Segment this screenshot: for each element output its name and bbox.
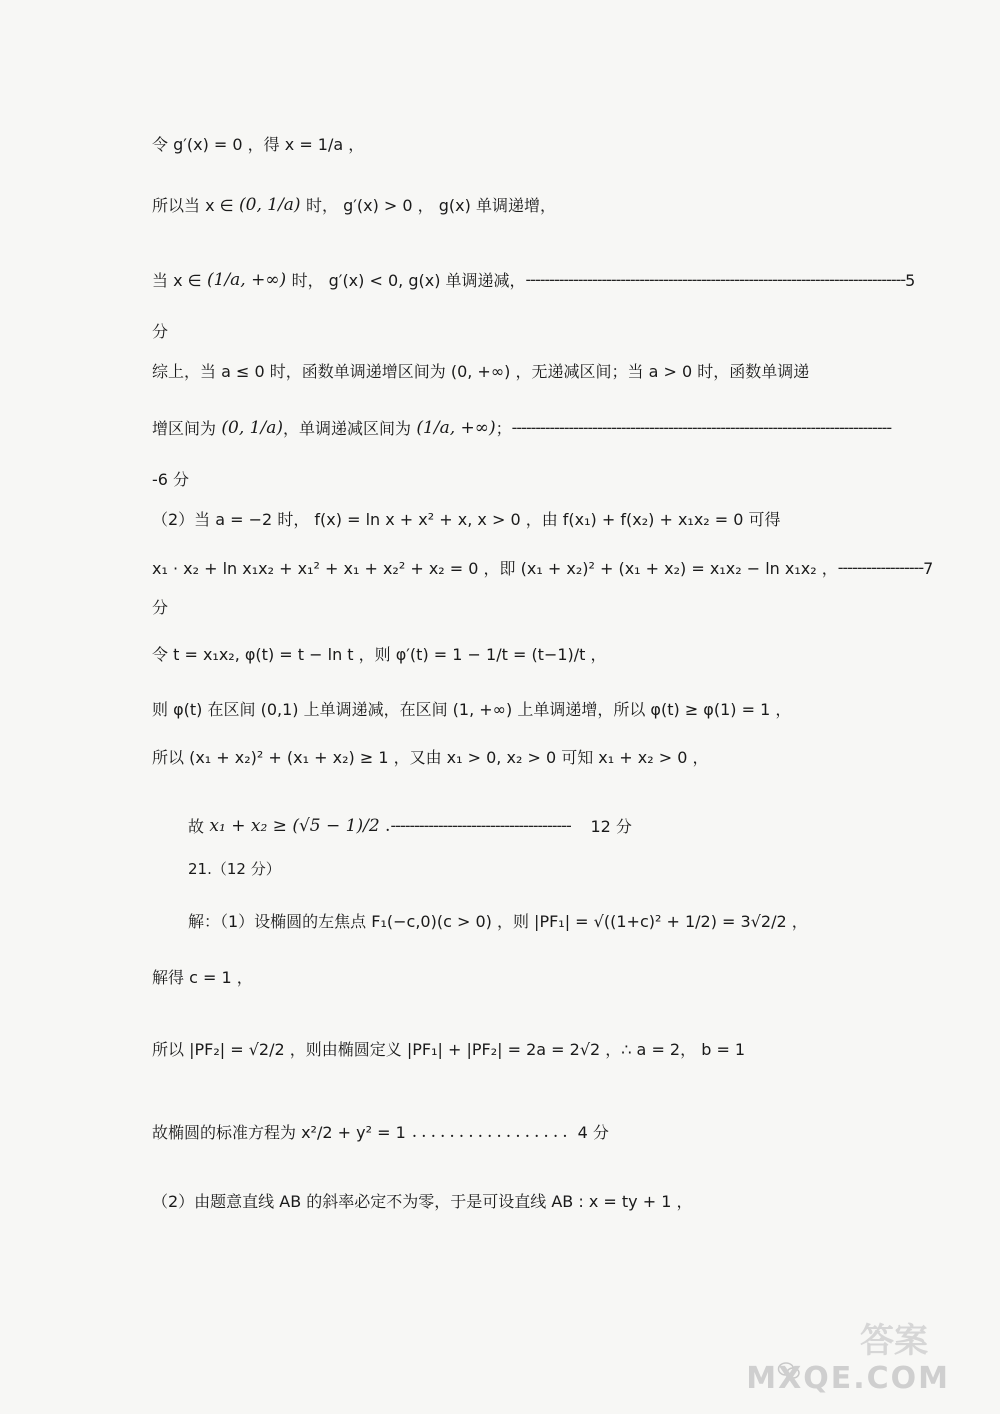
line-15: 21.（12 分） bbox=[188, 860, 281, 878]
line-19: 故椭圆的标准方程为 x²/2 + y² = 1 ................. 4 分 bbox=[152, 1122, 609, 1142]
score-leader: -------------------------------------------------------------------------------- bbox=[525, 270, 906, 290]
score-leader: ------------------ bbox=[837, 558, 924, 578]
line-3: 当 x ∈ (1/a, +∞) 时， g′(x) < 0, g(x) 单调递减， -------------------------------------------------------------------------------- 5 bbox=[152, 270, 916, 290]
watermark bbox=[746, 1321, 970, 1402]
line-17: 解得 c = 1 ， bbox=[152, 968, 253, 987]
line-16: 解：（1）设椭圆的左焦点 F₁(−c,0)(c > 0) ，则 |PF₁| = √((1+c)² + 1/2) = 3√2/2 ， bbox=[188, 912, 808, 931]
watermark-url: MXQE.COM bbox=[746, 1361, 950, 1396]
line-12: 则 φ(t) 在区间 (0,1) 上单调递减，在区间 (1, +∞) 上单调递增，所以 φ(t) ≥ φ(1) = 1 ， bbox=[152, 700, 792, 719]
line-6: 增区间为 (0, 1/a) ，单调递减区间为 (1/a, +∞) ； -------------------------------------------------------------------------------- bbox=[152, 418, 892, 438]
line-14: 故 x₁ + x₂ ≥ (√5 − 1)/2 . -------------------------------------- 12 分 bbox=[188, 816, 632, 836]
line-2: 所以当 x ∈ (0, 1/a) 时， g′(x) > 0 ， g(x) 单调递增， bbox=[152, 195, 556, 215]
line-9: x₁ · x₂ + ln x₁x₂ + x₁² + x₁ + x₂² + x₂ = 0 ，即 (x₁ + x₂)² + (x₁ + x₂) = x₁x₂ − ln x₁x₂ ， ------------------ 7 bbox=[152, 558, 934, 578]
score-leader: -------------------------------------------------------------------------------- bbox=[511, 418, 892, 438]
watermark-top: 答案 bbox=[860, 1321, 928, 1361]
line-7: -6 分 bbox=[152, 470, 190, 489]
line-5: 综上，当 a ≤ 0 时，函数单调递增区间为 (0, +∞) ，无递减区间；当 a > 0 时，函数单调递 bbox=[152, 362, 810, 381]
line-4: 分 bbox=[152, 322, 169, 341]
line-11: 令 t = x₁x₂, φ(t) = t − ln t ，则 φ′(t) = 1 − 1/t = (t−1)/t ， bbox=[152, 645, 607, 664]
line-18: 所以 |PF₂| = √2/2 ，则由椭圆定义 |PF₁| + |PF₂| = 2a = 2√2 ，∴ a = 2， b = 1 bbox=[152, 1040, 746, 1059]
line-10: 分 bbox=[152, 598, 169, 617]
line-20: （2）由题意直线 AB 的斜率必定不为零，于是可设直线 AB : x = ty + 1 ， bbox=[152, 1192, 693, 1211]
line-8: （2）当 a = −2 时， f(x) = ln x + x² + x, x > 0 ，由 f(x₁) + f(x₂) + x₁x₂ = 0 可得 bbox=[152, 510, 781, 529]
line-13: 所以 (x₁ + x₂)² + (x₁ + x₂) ≥ 1 ，又由 x₁ > 0, x₂ > 0 可知 x₁ + x₂ > 0 ， bbox=[152, 748, 709, 767]
dot-leader: ................. bbox=[411, 1122, 572, 1142]
score-leader: -------------------------------------- bbox=[390, 816, 571, 836]
line-1: 令 g′(x) = 0 ，得 x = 1/a ， bbox=[152, 135, 365, 154]
